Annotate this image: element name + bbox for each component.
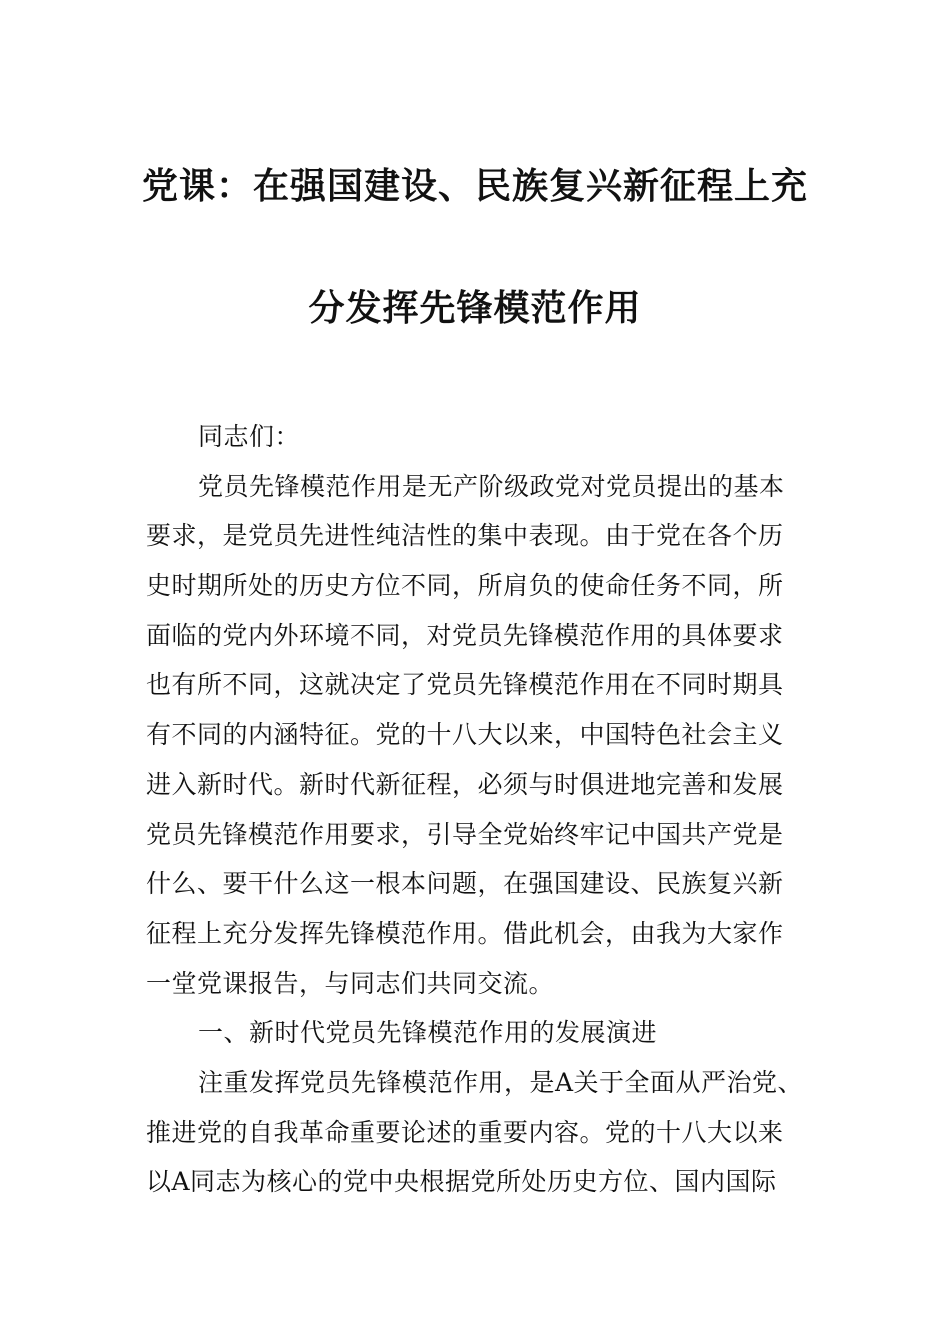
section-heading: 一、新时代党员先锋模范作用的发展演进 <box>198 1018 658 1048</box>
paragraph-line: 也有所不同，这就决定了党员先锋模范作用在不同时期具 <box>146 670 784 700</box>
paragraph-line: 注重发挥党员先锋模范作用，是A关于全面从严治党、 <box>198 1067 804 1097</box>
paragraph-line: 什么、要干什么这一根本问题，在强国建设、民族复兴新 <box>146 869 784 899</box>
paragraph-line: 进入新时代。新时代新征程，必须与时俱进地完善和发展 <box>146 769 784 799</box>
salutation: 同志们： <box>198 422 301 451</box>
paragraph-line: 一堂党课报告，与同志们共同交流。 <box>146 968 555 998</box>
paragraph-line: 要求，是党员先进性纯洁性的集中表现。由于党在各个历 <box>146 521 784 551</box>
paragraph-line: 党员先锋模范作用是无产阶级政党对党员提出的基本 <box>198 471 785 501</box>
paragraph-line: 有不同的内涵特征。党的十八大以来，中国特色社会主义 <box>146 720 784 750</box>
paragraph-line: 征程上充分发挥先锋模范作用。借此机会，由我为大家作 <box>146 918 784 948</box>
paragraph-line: 面临的党内外环境不同，对党员先锋模范作用的具体要求 <box>146 620 784 650</box>
document-body <box>146 412 808 1207</box>
document-title-line-2: 分发挥先锋模范作用 <box>308 288 642 329</box>
paragraph-line: 以A同志为核心的党中央根据党所处历史方位、国内国际 <box>146 1167 777 1197</box>
document-title-line-1: 党课：在强国建设、民族复兴新征程上充 <box>141 166 808 207</box>
paragraph-line: 史时期所处的历史方位不同，所肩负的使命任务不同，所 <box>146 571 784 601</box>
paragraph-line: 党员先锋模范作用要求，引导全党始终牢记中国共产党是 <box>146 819 784 849</box>
paragraph-line: 推进党的自我革命重要论述的重要内容。党的十八大以来 <box>146 1117 784 1147</box>
